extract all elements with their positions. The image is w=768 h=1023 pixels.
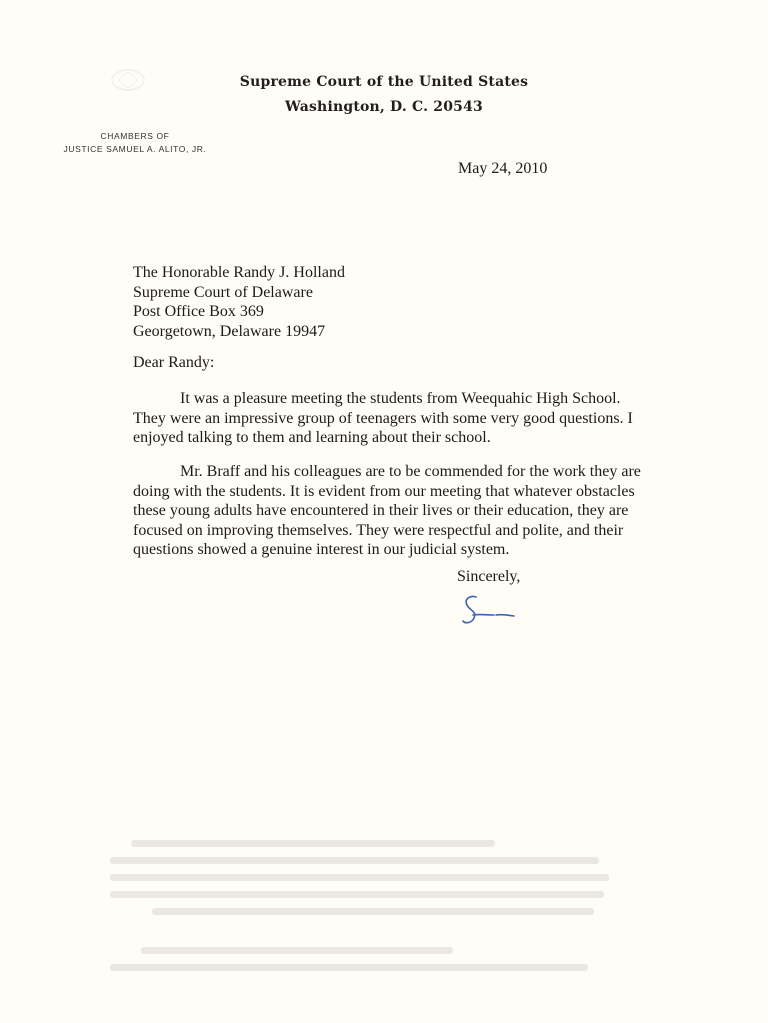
letterhead-court-name: Supreme Court of the United States xyxy=(239,74,529,90)
body-paragraph-1: It was a pleasure meeting the students from Weequahic High School. They were an impressive group of teenagers with some very good questions. I enjoyed talking to them and learning about their school. xyxy=(133,390,633,446)
recipient-name: The Honorable Randy J. Holland xyxy=(133,264,345,281)
chambers-label: CHAMBERS OF xyxy=(100,131,170,141)
salutation: Dear Randy: xyxy=(133,354,215,371)
recipient-city-zip: Georgetown, Delaware 19947 xyxy=(133,322,326,340)
closing: Sincerely, xyxy=(457,568,521,585)
reverse-side-bleed-through xyxy=(110,840,630,1000)
handwritten-signature xyxy=(460,590,520,630)
recipient-po-box: Post Office Box 369 xyxy=(133,303,264,320)
letter-date: May 24, 2010 xyxy=(458,160,548,177)
letterhead-court-city: Washington, D. C. 20543 xyxy=(285,99,483,115)
body-paragraph-2: Mr. Braff and his colleagues are to be commended for the work they are doing with the students. It is evident from our meeting that whatever obstacles these young adults have encountered in their lives or their education, they are focused on improving themselves. They were respectful and polite, and their questions showed a genuine interest in our judicial system. xyxy=(133,463,641,558)
letterhead-chambers xyxy=(45,130,225,156)
chambers-justice-name: JUSTICE SAMUEL A. ALITO, JR. xyxy=(63,144,207,154)
recipient-address xyxy=(133,263,345,341)
recipient-organization: Supreme Court of Delaware xyxy=(133,283,313,301)
